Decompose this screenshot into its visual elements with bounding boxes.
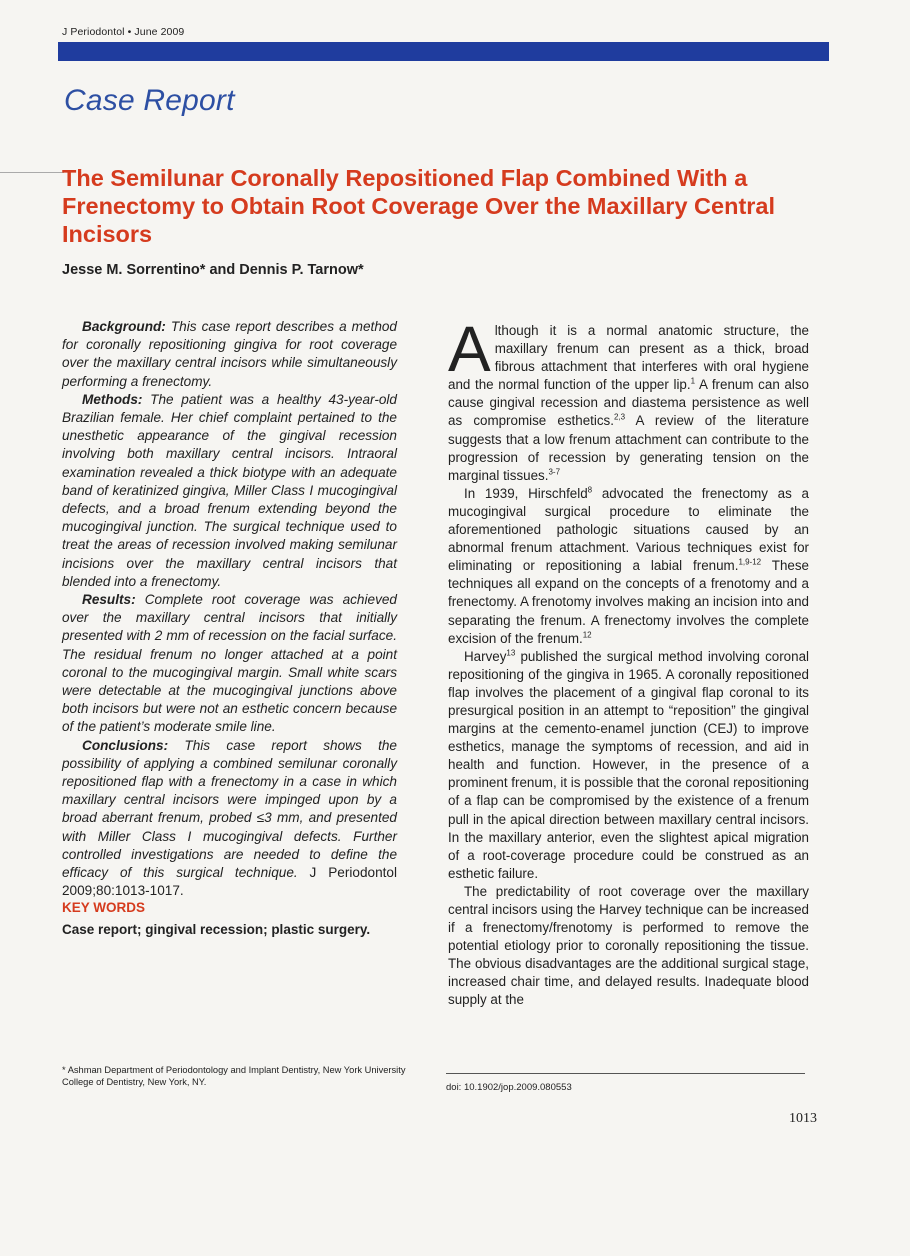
body-text: Harvey — [464, 648, 507, 664]
reference-link[interactable]: 1,9-12 — [738, 557, 762, 567]
keywords-text: Case report; gingival recession; plastic surgery. — [62, 922, 371, 937]
reference-link[interactable]: 12 — [582, 630, 592, 640]
abstract-methods-label: Methods: — [82, 391, 143, 407]
abstract — [62, 318, 397, 901]
affiliation-footnote: * Ashman Department of Periodontology and Implant Dentistry, New York University College of Dentistry, New York, NY. — [62, 1065, 406, 1087]
body-text: A frenum can also cause gingival recession and diastema persistence as well as compromise esthetics. — [448, 377, 809, 429]
body-text: In 1939, Hirschfeld — [464, 485, 588, 501]
abstract-methods-text: The patient was a healthy 43-year-old Brazilian female. Her chief complaint pertained to the unesthetic appearance of the gingival recession involving both maxillary central incisors. Intraoral examination revealed a thick biotype with an adequate band of keratinized gingiva, Miller Class I mucogingival defects, and a broad frenum extending beyond the mucogingival junction. The surgical technique used to treat the areas of recession involved making semilunar incisions over the maxillary central incisors that blended into a frenectomy. — [62, 391, 397, 589]
body-paragraph-3 — [448, 648, 809, 883]
running-head: J Periodontol • June 2009 — [62, 26, 185, 38]
body-text: lthough it is a normal anatomic structure, the maxillary frenum can present as a thick, broad fibrous attachment that interferes with oral hygiene and the normal function of the upper lip. — [448, 323, 809, 393]
abstract-conclusions — [62, 737, 397, 901]
abstract-results-label: Results: — [82, 592, 136, 608]
doi[interactable]: doi: 10.1902/jop.2009.080553 — [446, 1082, 572, 1093]
title-rule — [0, 172, 64, 173]
reference-link[interactable]: 2,3 — [613, 413, 626, 422]
abstract-background-label: Background: — [82, 319, 166, 334]
drop-cap: A — [448, 313, 491, 385]
abstract-results — [62, 591, 397, 737]
abstract-methods — [62, 391, 397, 591]
body-text: published the surgical method involving coronal repositioning of the gingiva in 1965. A coronally repositioned flap involves the placement of a gingival flap coronal to its presurgical position in an attempt to “reposition” the gingival margins at the cemento-enamel junction (CEJ) to improve esthetics, manage the symptoms of recession, and aid in health and function. However, in the presence of a prominent frenum, it is possible that the coronal repositioning of a flap can be compromised by the existence of a frenum pull in the apical direction between maxillary central incisors. In the maxillary anterior, even the slightest apical migration of a root-coverage procedure could be construed as an esthetic failure. — [448, 648, 809, 881]
reference-link[interactable]: 13 — [506, 648, 516, 658]
body-text: These techniques all expand on the concepts of a frenotomy and a frenectomy. A frenotomy involves making an incision into and separating the frenum. A frenectomy involves the complete excision of the frenum. — [448, 558, 809, 646]
body-text: advocated the frenectomy as a mucogingival surgical procedure to eliminate the aforementioned pathologic situations caused by an abnormal frenum attachment. Various techniques exist for eliminating or repositioning a labial frenum. — [448, 485, 809, 574]
abstract-conclusions-label: Conclusions: — [82, 737, 169, 753]
article-title: The Semilunar Coronally Repositioned Flap Combined With a Frenectomy to Obtain Root Coverage Over the Maxillary Central Incisors — [62, 165, 776, 247]
header-color-bar — [58, 42, 829, 61]
abstract-background-text: This case report describes a method for coronally repositioning gingiva for root coverage over the maxillary central incisors while simultaneously performing a frenectomy. — [62, 319, 397, 389]
body-paragraph-2 — [448, 485, 809, 648]
section-label: Case Report — [64, 84, 235, 117]
abstract-results-text: Complete root coverage was achieved over the maxillary central incisors that initially presented with 2 mm of recession on the facial surface. The residual frenum no longer attached at a point coronal to the mucogingival margin. Small white scars were detectable at the mucogingival junctions above both incisors but were not an esthetic concern because of the patient’s moderate smile line. — [62, 592, 397, 735]
body-paragraph-1 — [448, 313, 809, 485]
abstract-citation: J Periodontol 2009;80:1013-1017. — [62, 865, 397, 899]
page-number: 1013 — [789, 1111, 817, 1126]
body-paragraph-4: The predictability of root coverage over the maxillary central incisors using the Harvey technique can be increased if a frenectomy/frenotomy is performed to remove the potential etiology prior to coronally repositioning the tissue. The obvious disadvantages are the additional surgical stage, increased chair time, and delayed results. Inadequate blood supply at the — [448, 883, 810, 1008]
doi-rule — [446, 1073, 805, 1074]
reference-link[interactable]: 3-7 — [548, 467, 561, 477]
keywords-heading: KEY WORDS — [62, 900, 146, 915]
body-text: A review of the literature suggests that a low frenum attachment can contribute to the progression of recession by generating tension on the marginal tissues. — [448, 413, 809, 483]
body-text-column — [448, 313, 810, 1010]
author-list: Jesse M. Sorrentino* and Dennis P. Tarnow* — [62, 262, 364, 278]
reference-link[interactable]: 1 — [690, 376, 696, 386]
abstract-conclusions-text: This case report shows the possibility of applying a combined semilunar coronally repositioned flap with a frenectomy in a case in which maxillary central incisors were impinged upon by a broad aberrant frenum, probed ≤3 mm, and presented with Miller Class I mucogingival defects. Further controlled investigations are needed to define the efficacy of this surgical technique. — [62, 737, 397, 881]
abstract-background — [62, 318, 397, 391]
reference-link[interactable]: 8 — [587, 485, 593, 495]
